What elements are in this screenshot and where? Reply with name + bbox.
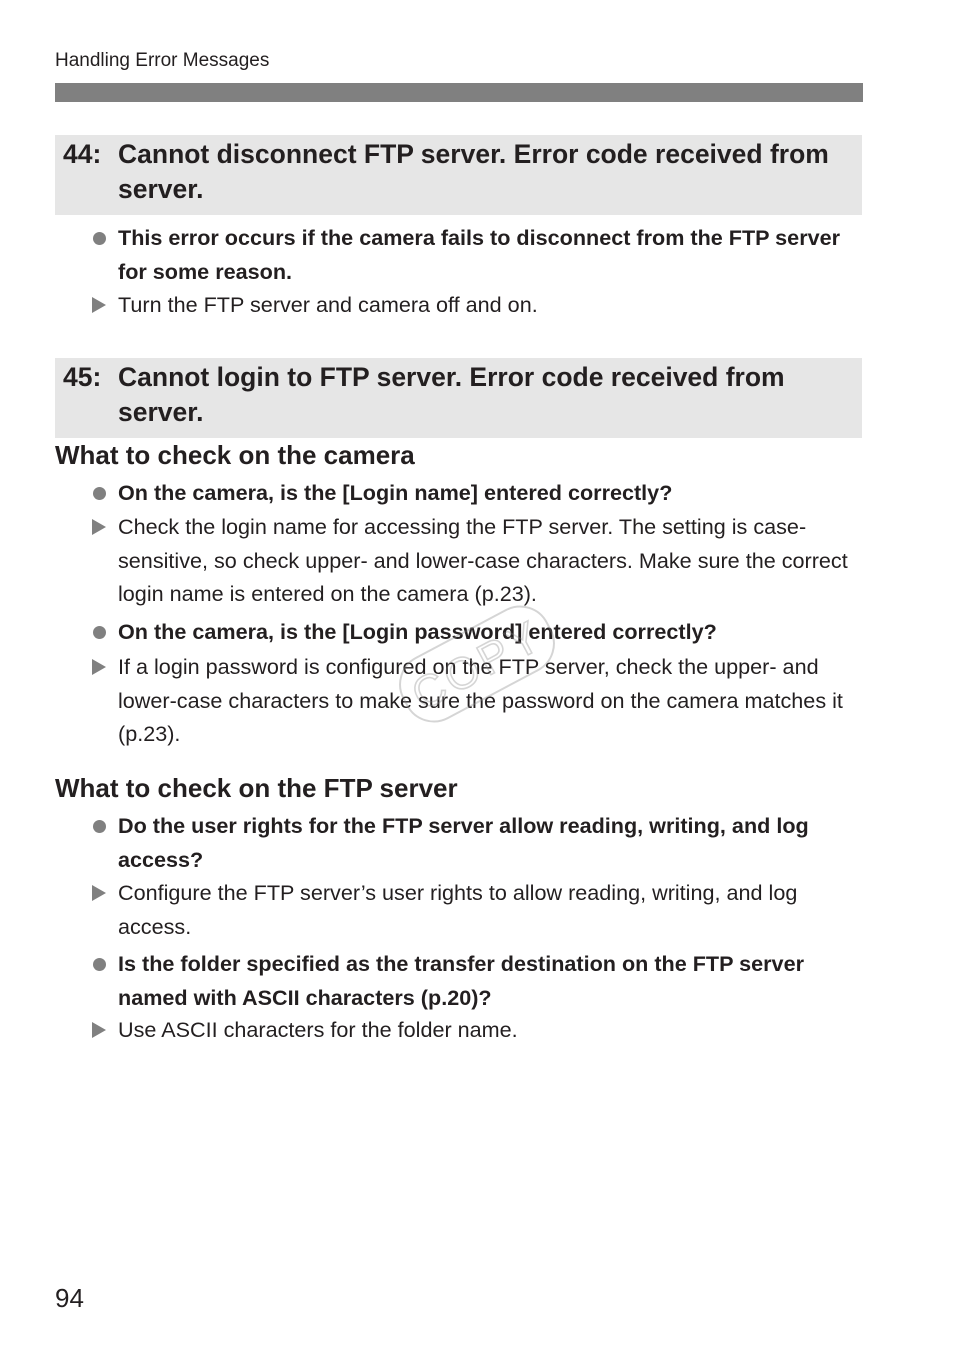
question-text: On the camera, is the [Login password] entered correctly? — [118, 619, 717, 644]
error-code: 45: — [63, 362, 102, 392]
arrow-triangle-icon — [80, 650, 118, 751]
answer-text: Use ASCII characters for the folder name. — [118, 1017, 518, 1042]
svg-text:COPY: COPY — [404, 610, 552, 720]
answer-text: If a login password is configured on the FTP server, check the upper- and lower-case characters to make sure the password on the camera matches it (p.23). — [118, 654, 843, 747]
server-question-1 — [80, 809, 865, 876]
header-rule-bar — [55, 83, 863, 102]
camera-answer-1 — [80, 510, 865, 611]
question-text: This error occurs if the camera fails to disconnect from the FTP server for some reason. — [118, 225, 841, 284]
answer-text: Check the login name for accessing the FTP server. The setting is case-sensitive, so check upper- and lower-case characters. Make sure the correct login name is entered on the camera (p.23). — [118, 514, 848, 607]
bullet-dot-icon — [80, 615, 118, 649]
server-question-2 — [80, 947, 865, 1014]
answer-text: Configure the FTP server’s user rights to allow reading, writing, and log access. — [118, 880, 798, 939]
camera-answer-2 — [80, 650, 865, 751]
arrow-triangle-icon — [80, 1013, 118, 1047]
question-text: Is the folder specified as the transfer destination on the FTP server named with ASCII characters (p.20)? — [118, 951, 804, 1010]
section-heading-camera: What to check on the camera — [55, 440, 415, 470]
error-44-title-block — [55, 135, 862, 215]
error-45-title-block — [55, 358, 862, 438]
page-number: 94 — [55, 1283, 84, 1313]
section-heading-ftp-server: What to check on the FTP server — [55, 773, 458, 803]
error-code: 44: — [63, 139, 102, 169]
bullet-dot-icon — [80, 809, 118, 876]
running-head: Handling Error Messages — [55, 50, 270, 71]
camera-question-1 — [80, 476, 865, 510]
camera-question-2 — [80, 615, 865, 649]
bullet-dot-icon — [80, 947, 118, 1014]
bullet-dot-icon — [80, 476, 118, 510]
question-text: Do the user rights for the FTP server allow reading, writing, and log access? — [118, 813, 809, 872]
server-answer-1 — [80, 876, 865, 943]
error-title: Cannot login to FTP server. Error code received from server. — [118, 362, 785, 427]
answer-text: Turn the FTP server and camera off and on. — [118, 292, 538, 317]
bullet-dot-icon — [80, 221, 118, 288]
question-text: On the camera, is the [Login name] entered correctly? — [118, 480, 673, 505]
arrow-triangle-icon — [80, 288, 118, 322]
error-44-answer — [80, 288, 865, 322]
server-answer-2 — [80, 1013, 865, 1047]
error-44-question — [80, 221, 865, 288]
error-title: Cannot disconnect FTP server. Error code received from server. — [118, 139, 829, 204]
arrow-triangle-icon — [80, 510, 118, 611]
arrow-triangle-icon — [80, 876, 118, 943]
